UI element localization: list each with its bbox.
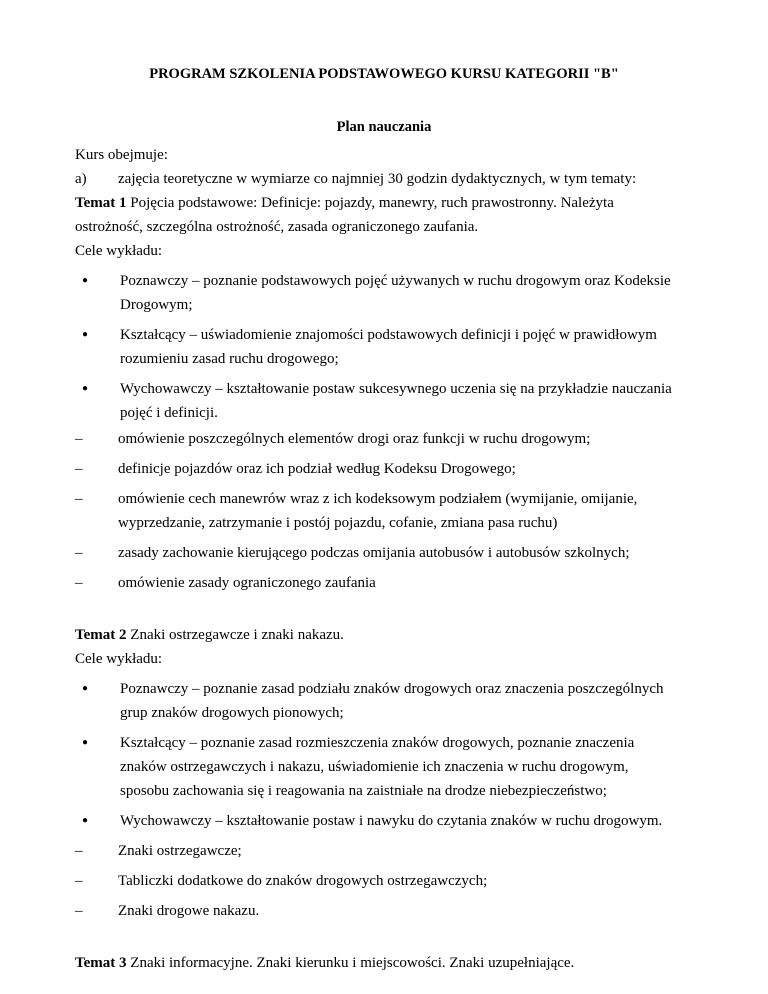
dash-icon: –: [75, 461, 83, 477]
topic1-bullet-item: [75, 269, 715, 317]
topic2-dash-3: Znaki drogowe nakazu.: [118, 903, 260, 919]
topic3-heading: [75, 951, 715, 975]
topic2-bullet-1-line1: Poznawczy – poznanie zasad podziału znaków drogowych oraz znaczenia poszczególnych: [120, 681, 664, 697]
topic2-bullet-2-line2: znaków ostrzegawczych i nakazu, uświadomienie ich znaczenia w ruchu drogowym,: [120, 759, 629, 775]
intro-text: Kurs obejmuje:: [75, 147, 168, 163]
document-body: [75, 143, 715, 975]
topic1-text-line1: Pojęcia podstawowe: Definicje: pojazdy, manewry, ruch prawostronny. Należyta: [130, 195, 614, 211]
bullet-icon: ●: [82, 329, 89, 340]
topic1-bullet-3-line1: Wychowawczy – kształtowanie postaw sukcesywnego uczenia się na przykładzie nauczania: [120, 381, 672, 397]
topic1-bullet-2-line1: Kształcący – uświadomienie znajomości podstawowych definicji i pojęć w prawidłowym: [120, 327, 657, 343]
topic2-bullet-item: [75, 731, 715, 803]
topic2-bullet-1-line2: grup znaków drogowych pionowych;: [120, 705, 344, 721]
topic1-bullet-3-line2: pojęć i definicji.: [120, 405, 218, 421]
bullet-icon: ●: [82, 737, 89, 748]
topic1-dash-item: [75, 487, 715, 535]
topic2-goals-heading: Cele wykładu:: [75, 651, 163, 667]
topic1-label: Temat 1: [75, 195, 127, 211]
document-title: PROGRAM SZKOLENIA PODSTAWOWEGO KURSU KATEGORII "B": [149, 66, 619, 82]
topic1-text-line2: ostrożność, szczególna ostrożność, zasada ograniczonego zaufania.: [75, 219, 479, 235]
topic1-dash-1: omówienie poszczególnych elementów drogi oraz funkcji w ruchu drogowym;: [118, 431, 591, 447]
topic2-bullet-3-line1: Wychowawczy – kształtowanie postaw i nawyku do czytania znaków w ruchu drogowym.: [120, 813, 663, 829]
topic1-heading: [75, 191, 715, 215]
topic1-bullet-item: [75, 323, 715, 371]
topic2-dash-1: Znaki ostrzegawcze;: [118, 843, 242, 859]
topic3-label: Temat 3: [75, 955, 127, 971]
document-subtitle: Plan nauczania: [336, 119, 432, 135]
topic3-text: Znaki informacyjne. Znaki kierunku i miejscowości. Znaki uzupełniające.: [130, 955, 575, 971]
topic1-dash-item: [75, 541, 715, 565]
topic1-dash-5: omówienie zasady ograniczonego zaufania: [118, 575, 376, 591]
topic2-label: Temat 2: [75, 627, 127, 643]
bullet-icon: ●: [82, 815, 89, 826]
topic2-heading: [75, 623, 715, 647]
topic1-bullet-1-line1: Poznawczy – poznanie podstawowych pojęć używanych w ruchu drogowym oraz Kodeksie: [120, 273, 671, 289]
bullet-icon: ●: [82, 383, 89, 394]
topic2-dash-item: [75, 899, 715, 923]
topic1-dash-item: [75, 457, 715, 481]
topic1-dash-4: zasady zachowanie kierującego podczas omijania autobusów i autobusów szkolnych;: [118, 545, 630, 561]
topic1-goals-heading: Cele wykładu:: [75, 243, 163, 259]
topic2-dash-item: [75, 869, 715, 893]
topic2-dash-item: [75, 839, 715, 863]
dash-icon: –: [75, 903, 83, 919]
bullet-icon: ●: [82, 683, 89, 694]
dash-icon: –: [75, 843, 83, 859]
point-a: [75, 167, 715, 191]
dash-icon: –: [75, 545, 83, 561]
point-a-text: zajęcia teoretyczne w wymiarze co najmniej 30 godzin dydaktycznych, w tym tematy:: [118, 171, 637, 187]
topic1-dash-2: definicje pojazdów oraz ich podział według Kodeksu Drogowego;: [118, 461, 516, 477]
topic1-dash-item: [75, 427, 715, 451]
dash-icon: –: [75, 575, 83, 591]
topic2-dash-2: Tabliczki dodatkowe do znaków drogowych ostrzegawczych;: [118, 873, 488, 889]
dash-icon: –: [75, 431, 83, 447]
topic2-bullet-2-line3: sposobu zachowania się i reagowania na zaistniałe na drodze niebezpieczeństwo;: [120, 783, 607, 799]
topic1-bullet-2-line2: rozumieniu zasad ruchu drogowego;: [120, 351, 339, 367]
topic2-bullet-2-line1: Kształcący – poznanie zasad rozmieszczenia znaków drogowych, poznanie znaczenia: [120, 735, 635, 751]
topic2-text: Znaki ostrzegawcze i znaki nakazu.: [130, 627, 344, 643]
topic2-bullet-item: [75, 677, 715, 725]
dash-icon: –: [75, 873, 83, 889]
topic2-bullet-item: [75, 809, 715, 833]
topic1-dash-item: [75, 571, 715, 595]
bullet-icon: ●: [82, 275, 89, 286]
topic1-dash-3-line2: wyprzedzanie, zatrzymanie i postój pojazdu, cofanie, zmiana pasa ruchu): [118, 515, 558, 531]
point-a-label: a): [75, 171, 87, 187]
dash-icon: –: [75, 491, 83, 507]
topic1-bullet-1-line2: Drogowym;: [120, 297, 193, 313]
topic1-bullet-item: [75, 377, 715, 425]
topic1-dash-3-line1: omówienie cech manewrów wraz z ich kodeksowym podziałem (wymijanie, omijanie,: [118, 491, 638, 507]
